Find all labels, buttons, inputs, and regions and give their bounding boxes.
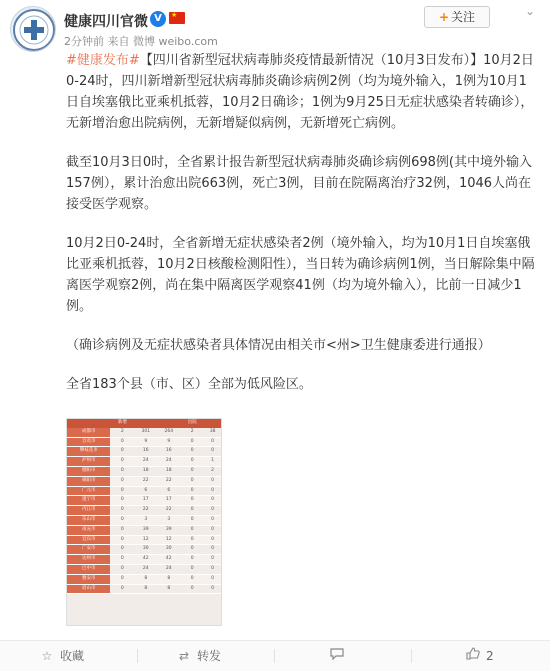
value-cell: 6 xyxy=(157,486,180,496)
value-cell: 22 xyxy=(134,476,157,486)
repost-label: 转发 xyxy=(197,649,222,663)
value-cell: 0 xyxy=(180,476,204,486)
divider xyxy=(411,649,412,663)
value-cell: 0 xyxy=(180,466,204,476)
table-header-cell xyxy=(67,419,110,428)
value-cell: 0 xyxy=(110,555,134,565)
value-cell: 301 xyxy=(134,428,157,437)
table-row xyxy=(67,574,221,584)
follow-button[interactable] xyxy=(424,6,490,28)
value-cell: 0 xyxy=(180,564,204,574)
value-cell: 17 xyxy=(134,496,157,506)
value-cell: 0 xyxy=(110,447,134,457)
case-table xyxy=(67,419,221,594)
value-cell: 0 xyxy=(204,535,221,545)
value-cell: 0 xyxy=(110,457,134,467)
follow-label: 关注 xyxy=(451,10,476,24)
table-row xyxy=(67,515,221,525)
city-cell: 德阳市 xyxy=(67,466,110,476)
table-row xyxy=(67,525,221,535)
value-cell: 42 xyxy=(157,555,180,565)
table-row xyxy=(67,486,221,496)
value-cell: 24 xyxy=(157,564,180,574)
post-content xyxy=(66,50,536,413)
city-cell: 成都市 xyxy=(67,428,110,437)
value-cell: 3 xyxy=(157,515,180,525)
value-cell: 0 xyxy=(110,535,134,545)
value-cell: 0 xyxy=(180,496,204,506)
value-cell: 0 xyxy=(204,555,221,565)
value-cell: 39 xyxy=(134,525,157,535)
table-header-cell: 新增 xyxy=(110,419,134,428)
value-cell: 0 xyxy=(110,476,134,486)
favorite-button[interactable] xyxy=(40,641,84,671)
case-table-image[interactable] xyxy=(66,418,222,626)
value-cell: 0 xyxy=(110,486,134,496)
city-cell: 达州市 xyxy=(67,555,110,565)
city-cell: 攀枝花市 xyxy=(67,447,110,457)
value-cell: 30 xyxy=(134,545,157,555)
city-cell: 眉山市 xyxy=(67,584,110,594)
table-row xyxy=(67,447,221,457)
value-cell: 0 xyxy=(204,506,221,516)
value-cell: 0 xyxy=(110,506,134,516)
value-cell: 0 xyxy=(180,515,204,525)
table-row xyxy=(67,428,221,437)
city-cell: 广安市 xyxy=(67,545,110,555)
value-cell: 0 xyxy=(204,545,221,555)
value-cell: 24 xyxy=(134,457,157,467)
value-cell: 0 xyxy=(110,564,134,574)
health-logo-icon xyxy=(11,7,56,52)
value-cell: 9 xyxy=(134,437,157,447)
comment-button[interactable] xyxy=(330,641,350,671)
value-cell: 17 xyxy=(157,496,180,506)
value-cell: 18 xyxy=(157,466,180,476)
value-cell: 0 xyxy=(204,584,221,594)
value-cell: 0 xyxy=(204,437,221,447)
value-cell: 39 xyxy=(157,525,180,535)
chevron-down-icon[interactable]: ⌄ xyxy=(524,4,536,18)
repost-icon: ⇄ xyxy=(178,649,190,663)
table-row xyxy=(67,506,221,516)
china-flag-icon: ★ xyxy=(169,12,185,24)
value-cell: 8 xyxy=(157,584,180,594)
value-cell: 0 xyxy=(204,486,221,496)
table-row xyxy=(67,496,221,506)
value-cell: 2 xyxy=(180,428,204,437)
like-button[interactable] xyxy=(466,641,494,671)
paragraph-4: （确诊病例及无症状感染者具体情况由相关市<州>卫生健康委进行通报） xyxy=(66,338,491,353)
value-cell: 0 xyxy=(180,584,204,594)
thumbs-up-icon xyxy=(466,641,480,671)
value-cell: 22 xyxy=(157,476,180,486)
value-cell: 0 xyxy=(180,545,204,555)
value-cell: 16 xyxy=(157,447,180,457)
value-cell: 0 xyxy=(110,584,134,594)
paragraph-1 xyxy=(66,50,536,134)
table-header-cell xyxy=(134,419,157,428)
table-row xyxy=(67,564,221,574)
table-row xyxy=(67,535,221,545)
value-cell: 6 xyxy=(134,486,157,496)
value-cell: 38 xyxy=(204,428,221,437)
table-body xyxy=(67,428,221,594)
value-cell: 264 xyxy=(157,428,180,437)
divider xyxy=(137,649,138,663)
username[interactable]: 健康四川官微 xyxy=(64,14,148,30)
value-cell: 24 xyxy=(157,457,180,467)
value-cell: 0 xyxy=(180,437,204,447)
action-bar xyxy=(0,640,550,671)
city-cell: 雅安市 xyxy=(67,574,110,584)
city-cell: 南充市 xyxy=(67,525,110,535)
city-cell: 自贡市 xyxy=(67,437,110,447)
city-cell: 巴中市 xyxy=(67,564,110,574)
city-cell: 遂宁市 xyxy=(67,496,110,506)
value-cell: 8 xyxy=(157,574,180,584)
table-row xyxy=(67,545,221,555)
divider xyxy=(274,649,275,663)
comment-icon xyxy=(330,641,344,671)
table-header-row xyxy=(67,419,221,428)
value-cell: 24 xyxy=(134,564,157,574)
table-row xyxy=(67,437,221,447)
table-row xyxy=(67,476,221,486)
city-cell: 乐山市 xyxy=(67,515,110,525)
like-count: 2 xyxy=(486,649,494,663)
value-cell: 0 xyxy=(110,496,134,506)
value-cell: 12 xyxy=(134,535,157,545)
favorite-label: 收藏 xyxy=(60,649,85,663)
value-cell: 0 xyxy=(180,525,204,535)
table-header-cell xyxy=(204,419,221,428)
city-cell: 泸州市 xyxy=(67,457,110,467)
value-cell: 12 xyxy=(157,535,180,545)
star-icon: ☆ xyxy=(41,649,53,663)
value-cell: 22 xyxy=(134,506,157,516)
hashtag-link[interactable]: #健康发布# xyxy=(66,53,140,68)
value-cell: 0 xyxy=(180,447,204,457)
value-cell: 0 xyxy=(180,555,204,565)
city-cell: 绵阳市 xyxy=(67,476,110,486)
value-cell: 0 xyxy=(110,515,134,525)
value-cell: 0 xyxy=(180,457,204,467)
value-cell: 0 xyxy=(204,525,221,535)
value-cell: 22 xyxy=(157,506,180,516)
value-cell: 0 xyxy=(110,466,134,476)
table-header-cell: 出院 xyxy=(180,419,204,428)
value-cell: 0 xyxy=(180,506,204,516)
value-cell: 30 xyxy=(157,545,180,555)
value-cell: 0 xyxy=(110,545,134,555)
plus-icon: + xyxy=(438,10,450,24)
table-row xyxy=(67,457,221,467)
value-cell: 0 xyxy=(180,574,204,584)
value-cell: 0 xyxy=(204,476,221,486)
value-cell: 42 xyxy=(134,555,157,565)
value-cell: 2 xyxy=(204,466,221,476)
value-cell: 0 xyxy=(204,496,221,506)
value-cell: 2 xyxy=(110,428,134,437)
value-cell: 0 xyxy=(110,437,134,447)
table-header-cell xyxy=(157,419,180,428)
value-cell: 1 xyxy=(204,457,221,467)
city-cell: 宜宾市 xyxy=(67,535,110,545)
value-cell: 0 xyxy=(180,535,204,545)
verified-badge-icon: V xyxy=(150,11,166,27)
value-cell: 0 xyxy=(204,515,221,525)
table-row xyxy=(67,584,221,594)
post-meta: 2分钟前 来自 微博 weibo.com xyxy=(64,35,218,48)
value-cell: 8 xyxy=(134,574,157,584)
paragraph-2: 截至10月3日0时，全省累计报告新型冠状病毒肺炎确诊病例698例(其中境外输入157例），累计治愈出院663例，死亡3例，目前在院隔离治疗32例，1046人尚在接受医学观察。 xyxy=(66,155,532,212)
value-cell: 8 xyxy=(134,584,157,594)
value-cell: 0 xyxy=(204,574,221,584)
value-cell: 16 xyxy=(134,447,157,457)
value-cell: 18 xyxy=(134,466,157,476)
value-cell: 9 xyxy=(157,437,180,447)
table-row xyxy=(67,555,221,565)
paragraph-3: 10月2日0-24时，全省新增无症状感染者2例（境外输入，均为10月1日自埃塞俄比亚乘机抵蓉，10月2日核酸检测阳性），当日转为确诊病例1例，当日解除集中隔离医学观察2例，尚在集中隔离医学观察41例（均为境外输入），比前一日减少1例。 xyxy=(66,236,535,314)
table-row xyxy=(67,466,221,476)
city-cell: 内江市 xyxy=(67,506,110,516)
avatar[interactable] xyxy=(10,6,56,52)
value-cell: 0 xyxy=(110,574,134,584)
value-cell: 0 xyxy=(204,564,221,574)
value-cell: 0 xyxy=(180,486,204,496)
paragraph-5: 全省183个县（市、区）全部为低风险区。 xyxy=(66,377,312,392)
value-cell: 3 xyxy=(134,515,157,525)
paragraph-1-text: 【四川省新型冠状病毒肺炎疫情最新情况（10月3日发布）】10月2日0-24时，四川新增新型冠状病毒肺炎确诊病例2例（均为境外输入，1例为10月1日自埃塞俄比亚乘机抵蓉，10月2日确诊；1例为9月25日无症状感染者转确诊），无新增治愈出院病例，无新增疑似病例，无新增死亡病例。 xyxy=(66,53,534,131)
value-cell: 0 xyxy=(110,525,134,535)
value-cell: 0 xyxy=(204,447,221,457)
city-cell: 广元市 xyxy=(67,486,110,496)
repost-button[interactable] xyxy=(177,641,221,671)
